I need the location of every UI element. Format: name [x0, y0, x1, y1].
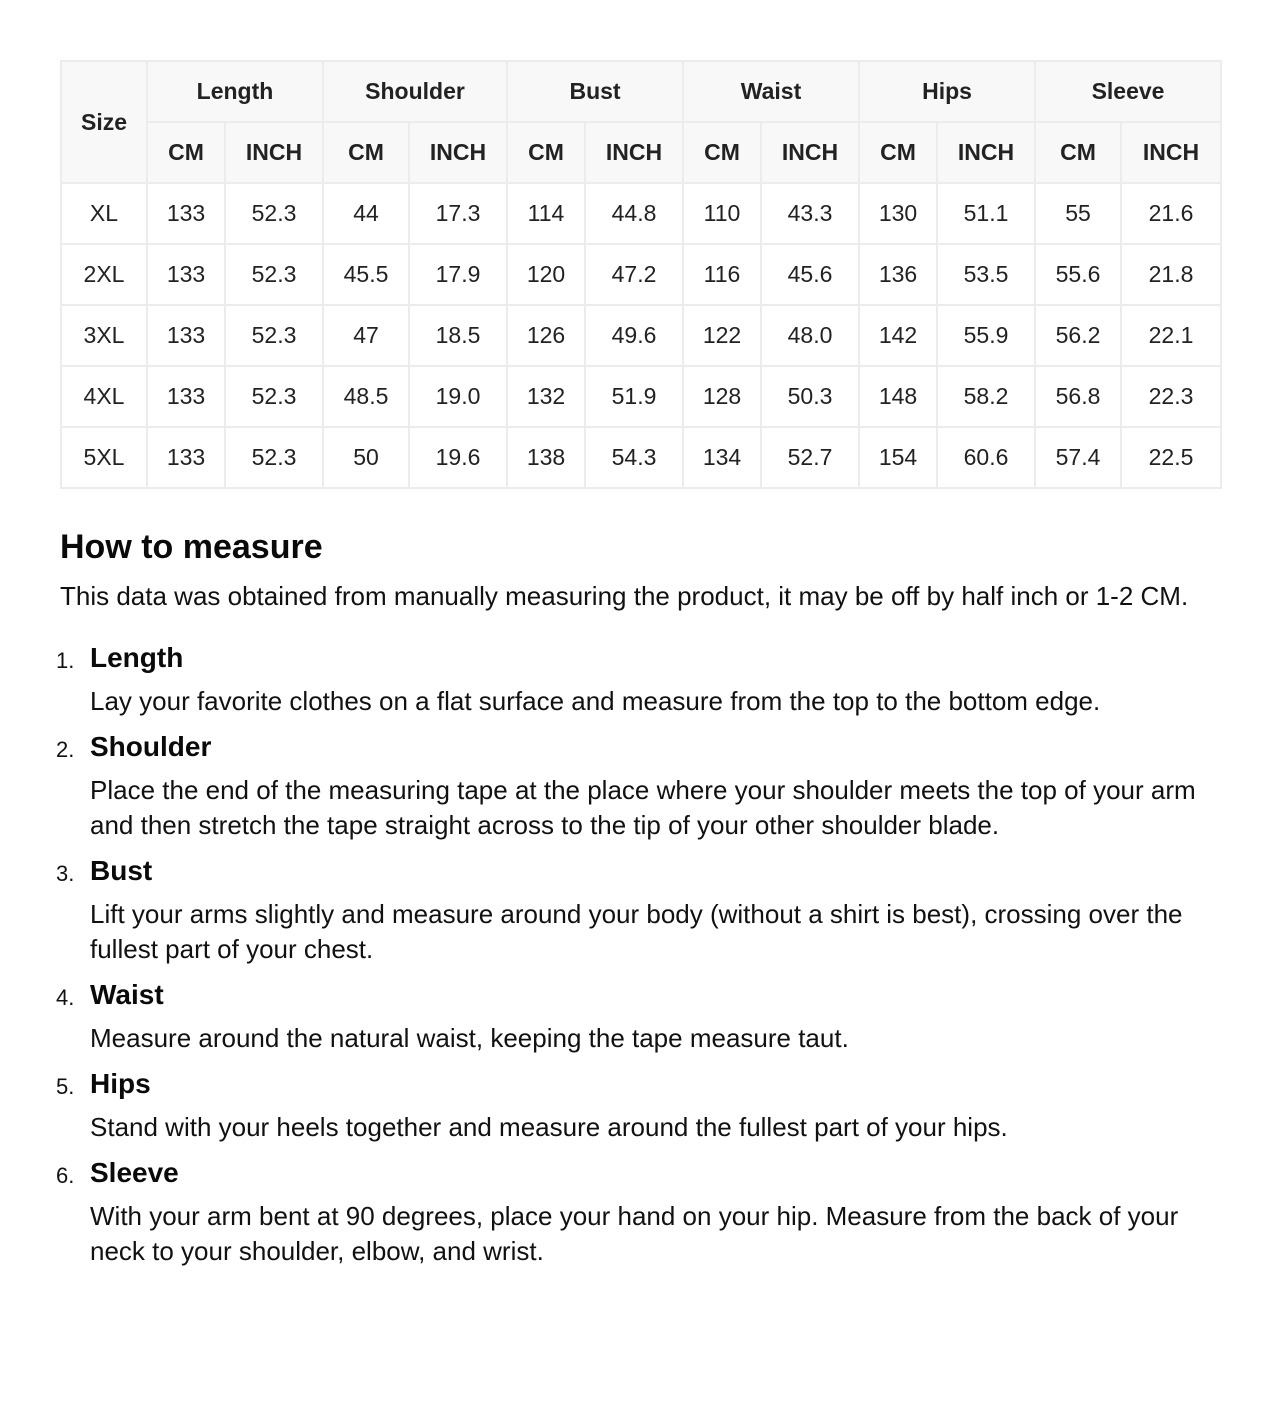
- table-row: [61, 244, 1221, 305]
- bust-inch-cell: 54.3: [585, 427, 683, 488]
- unit-header-cm: CM: [323, 122, 409, 183]
- waist-cm-cell: 134: [683, 427, 761, 488]
- waist-cm-cell: 116: [683, 244, 761, 305]
- sleeve-cm-cell: 56.8: [1035, 366, 1121, 427]
- hips-cm-cell: 136: [859, 244, 937, 305]
- table-row: [61, 183, 1221, 244]
- list-item-bust: [56, 853, 1220, 967]
- list-item-description: Stand with your heels together and measure around the fullest part of your hips.: [90, 1112, 1008, 1142]
- hips-inch-cell: 51.1: [937, 183, 1035, 244]
- unit-header-cm: CM: [147, 122, 225, 183]
- hips-inch-cell: 53.5: [937, 244, 1035, 305]
- bust-inch-cell: 49.6: [585, 305, 683, 366]
- group-header-sleeve: Sleeve: [1035, 61, 1221, 122]
- group-header-hips: Hips: [859, 61, 1035, 122]
- size-cell: 2XL: [61, 244, 147, 305]
- size-cell: 5XL: [61, 427, 147, 488]
- list-item-number: 4.: [56, 985, 75, 1010]
- shoulder-cm-cell: 45.5: [323, 244, 409, 305]
- unit-header-inch: INCH: [225, 122, 323, 183]
- shoulder-inch-cell: 19.0: [409, 366, 507, 427]
- list-item-title: Shoulder: [90, 731, 212, 762]
- list-item-description: Lay your favorite clothes on a flat surface and measure from the top to the bottom edge.: [90, 686, 1101, 716]
- bust-cm-cell: 132: [507, 366, 585, 427]
- list-item-hips: [56, 1066, 1220, 1145]
- shoulder-inch-cell: 19.6: [409, 427, 507, 488]
- group-header-waist: Waist: [683, 61, 859, 122]
- waist-inch-cell: 43.3: [761, 183, 859, 244]
- length-inch-cell: 52.3: [225, 427, 323, 488]
- waist-inch-cell: 50.3: [761, 366, 859, 427]
- unit-header-inch: INCH: [1121, 122, 1221, 183]
- how-to-measure-intro: This data was obtained from manually measuring the product, it may be off by half inch or 1-2 CM.: [60, 581, 1189, 611]
- waist-inch-cell: 52.7: [761, 427, 859, 488]
- list-item-shoulder: [56, 729, 1220, 843]
- list-item-title: Waist: [90, 979, 164, 1010]
- bust-inch-cell: 44.8: [585, 183, 683, 244]
- length-cm-cell: 133: [147, 305, 225, 366]
- size-column-header: Size: [61, 61, 147, 183]
- hips-cm-cell: 154: [859, 427, 937, 488]
- size-cell: XL: [61, 183, 147, 244]
- unit-header-cm: CM: [683, 122, 761, 183]
- unit-header-row: [61, 122, 1221, 183]
- waist-inch-cell: 48.0: [761, 305, 859, 366]
- bust-cm-cell: 126: [507, 305, 585, 366]
- sleeve-inch-cell: 21.6: [1121, 183, 1221, 244]
- size-chart-table: [60, 60, 1222, 489]
- length-inch-cell: 52.3: [225, 183, 323, 244]
- measure-instructions-list: [56, 640, 1220, 1269]
- list-item-number: 6.: [56, 1163, 75, 1188]
- size-cell: 3XL: [61, 305, 147, 366]
- length-cm-cell: 133: [147, 244, 225, 305]
- length-cm-cell: 133: [147, 366, 225, 427]
- list-item-title: Length: [90, 642, 184, 673]
- unit-header-inch: INCH: [937, 122, 1035, 183]
- list-item-number: 5.: [56, 1074, 75, 1099]
- shoulder-cm-cell: 48.5: [323, 366, 409, 427]
- hips-cm-cell: 142: [859, 305, 937, 366]
- length-cm-cell: 133: [147, 183, 225, 244]
- list-item-waist: [56, 977, 1220, 1056]
- group-header-row: [61, 61, 1221, 122]
- list-item-sleeve: [56, 1155, 1220, 1269]
- list-item-number: 2.: [56, 737, 75, 762]
- unit-header-inch: INCH: [585, 122, 683, 183]
- sleeve-cm-cell: 57.4: [1035, 427, 1121, 488]
- list-item-number: 3.: [56, 861, 75, 886]
- group-header-shoulder: Shoulder: [323, 61, 507, 122]
- bust-cm-cell: 138: [507, 427, 585, 488]
- list-item-title: Bust: [90, 855, 153, 886]
- list-item-length: [56, 640, 1220, 719]
- shoulder-inch-cell: 18.5: [409, 305, 507, 366]
- waist-cm-cell: 110: [683, 183, 761, 244]
- waist-cm-cell: 128: [683, 366, 761, 427]
- group-header-length: Length: [147, 61, 323, 122]
- list-item-description: Lift your arms slightly and measure around your body (without a shirt is best), crossing over the fullest part of your chest.: [90, 899, 1183, 964]
- length-inch-cell: 52.3: [225, 366, 323, 427]
- page-content: [56, 60, 1220, 1279]
- unit-header-cm: CM: [507, 122, 585, 183]
- list-item-description: With your arm bent at 90 degrees, place your hand on your hip. Measure from the back of your neck to your shoulder, elbow, and wrist.: [90, 1201, 1179, 1266]
- size-chart-body: [61, 183, 1221, 488]
- unit-header-cm: CM: [1035, 122, 1121, 183]
- bust-inch-cell: 51.9: [585, 366, 683, 427]
- hips-cm-cell: 148: [859, 366, 937, 427]
- sleeve-inch-cell: 21.8: [1121, 244, 1221, 305]
- unit-header-inch: INCH: [409, 122, 507, 183]
- unit-header-cm: CM: [859, 122, 937, 183]
- table-row: [61, 366, 1221, 427]
- unit-header-inch: INCH: [761, 122, 859, 183]
- waist-inch-cell: 45.6: [761, 244, 859, 305]
- bust-cm-cell: 120: [507, 244, 585, 305]
- length-inch-cell: 52.3: [225, 305, 323, 366]
- list-item-description: Place the end of the measuring tape at the place where your shoulder meets the top of your arm and then stretch the tape straight across to the tip of your other shoulder blade.: [90, 775, 1196, 840]
- table-row: [61, 427, 1221, 488]
- sleeve-cm-cell: 55: [1035, 183, 1121, 244]
- length-inch-cell: 52.3: [225, 244, 323, 305]
- sleeve-inch-cell: 22.5: [1121, 427, 1221, 488]
- shoulder-inch-cell: 17.3: [409, 183, 507, 244]
- bust-cm-cell: 114: [507, 183, 585, 244]
- shoulder-cm-cell: 47: [323, 305, 409, 366]
- hips-inch-cell: 58.2: [937, 366, 1035, 427]
- how-to-measure-title: How to measure: [60, 528, 323, 566]
- shoulder-cm-cell: 44: [323, 183, 409, 244]
- size-chart-header: [61, 61, 1221, 183]
- sleeve-inch-cell: 22.3: [1121, 366, 1221, 427]
- list-item-number: 1.: [56, 648, 75, 673]
- sleeve-cm-cell: 55.6: [1035, 244, 1121, 305]
- length-cm-cell: 133: [147, 427, 225, 488]
- waist-cm-cell: 122: [683, 305, 761, 366]
- table-row: [61, 305, 1221, 366]
- bust-inch-cell: 47.2: [585, 244, 683, 305]
- hips-inch-cell: 55.9: [937, 305, 1035, 366]
- shoulder-cm-cell: 50: [323, 427, 409, 488]
- list-item-title: Hips: [90, 1068, 151, 1099]
- list-item-description: Measure around the natural waist, keeping the tape measure taut.: [90, 1023, 849, 1053]
- size-cell: 4XL: [61, 366, 147, 427]
- shoulder-inch-cell: 17.9: [409, 244, 507, 305]
- hips-cm-cell: 130: [859, 183, 937, 244]
- hips-inch-cell: 60.6: [937, 427, 1035, 488]
- sleeve-inch-cell: 22.1: [1121, 305, 1221, 366]
- sleeve-cm-cell: 56.2: [1035, 305, 1121, 366]
- group-header-bust: Bust: [507, 61, 683, 122]
- list-item-title: Sleeve: [90, 1157, 179, 1188]
